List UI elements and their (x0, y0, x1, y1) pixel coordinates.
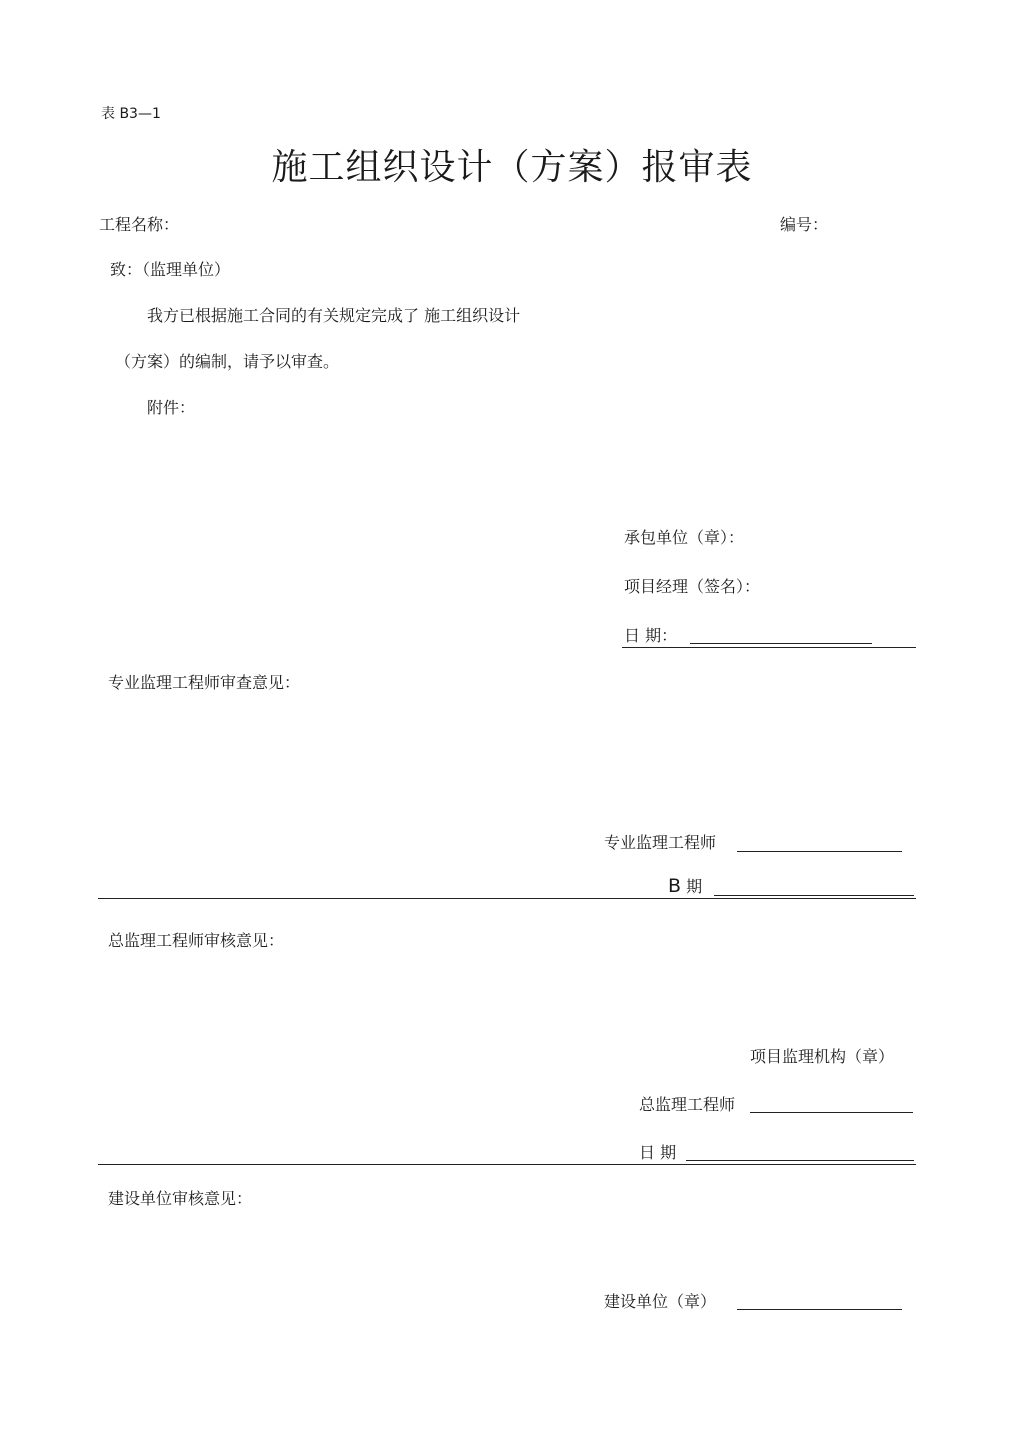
form-code: 表 B3—1 (101, 106, 161, 122)
body-line-2: （方案）的编制，请予以审查。 (115, 352, 340, 371)
page-title: 施工组织设计（方案）报审表 (271, 147, 753, 188)
chief-engineer-label: 总监理工程师 (639, 1095, 736, 1114)
chief-engineer-underline (750, 1112, 913, 1113)
specialist-opinion-label: 专业监理工程师审查意见： (108, 673, 301, 692)
project-manager-label: 项目经理（签名）： (624, 577, 761, 596)
number-label: 编号： (780, 215, 829, 234)
section-divider-2 (98, 1164, 916, 1165)
section-divider-1 (98, 898, 916, 899)
owner-opinion-label: 建设单位审核意见： (108, 1189, 253, 1208)
supervision-org-seal-label: 项目监理机构（章） (750, 1047, 895, 1066)
owner-seal-underline (737, 1309, 902, 1310)
contractor-date-underline (690, 643, 872, 644)
specialist-engineer-label: 专业监理工程师 (604, 833, 717, 852)
contractor-seal-label: 承包单位（章）： (624, 528, 745, 547)
contractor-date-label: 日 期： (624, 626, 678, 645)
specialist-date-underline (714, 895, 914, 896)
chief-date-label: 日 期 (639, 1143, 677, 1162)
contractor-block-rule (622, 647, 916, 648)
body-line-1: 我方已根据施工合同的有关规定完成了 施工组织设计 (147, 306, 521, 325)
attachment-label: 附件： (147, 398, 196, 417)
project-name-label: 工程名称： (99, 215, 180, 234)
specialist-date-label: B 期 (668, 875, 703, 897)
chief-opinion-label: 总监理工程师审核意见： (108, 931, 285, 950)
owner-seal-label: 建设单位（章） (604, 1292, 717, 1311)
to-label: 致：（监理单位） (110, 260, 231, 279)
chief-date-underline (686, 1160, 914, 1161)
specialist-engineer-underline (737, 851, 902, 852)
